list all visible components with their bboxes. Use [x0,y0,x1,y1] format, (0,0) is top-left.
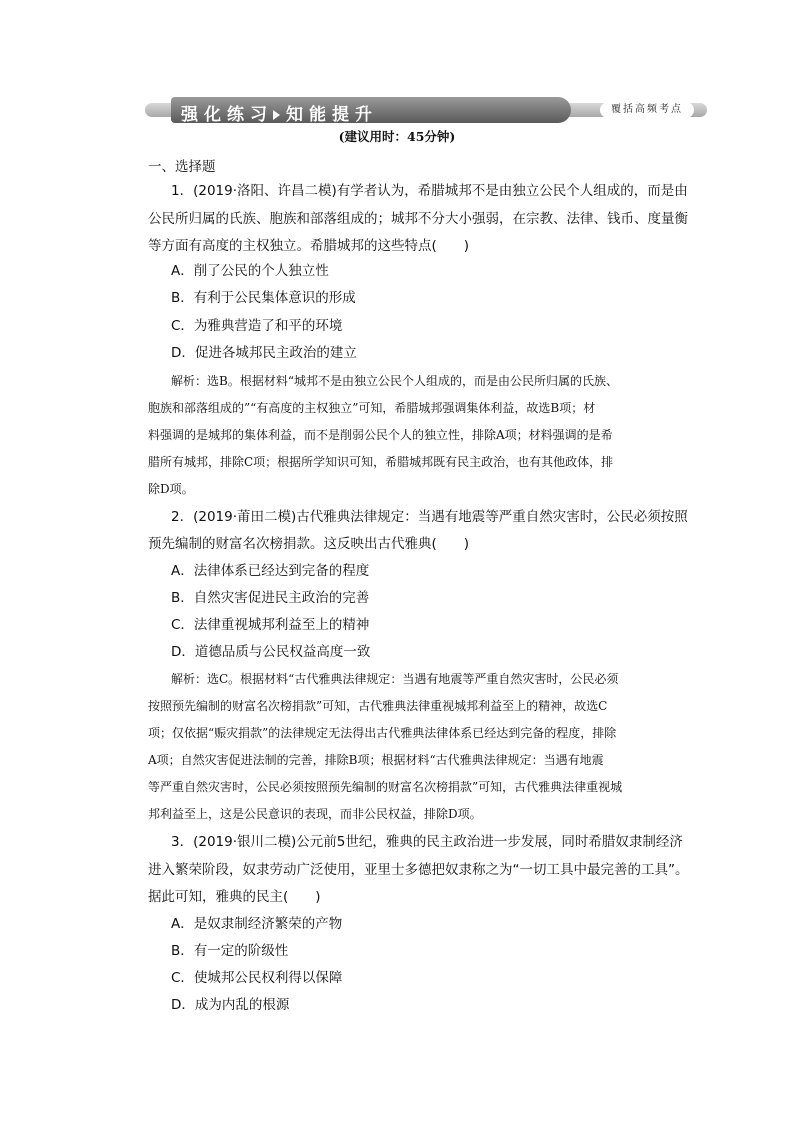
question-2-stem-line-1: 2．(2019·莆田二模)古代雅典法律规定：当遇有地震等严重自然灾害时，公民必须按照 [171,509,688,525]
question-2-analysis-line-2: 按照预先编制的财富名次榜捐款”可知，古代雅典法律重视城邦利益至上的精神，故选C [148,699,608,713]
question-2-analysis-line-6: 邦利益至上，这是公民意识的表现，而非公民权益，排除D项。 [148,807,482,821]
question-1-option-b: B．有利于公民集体意识的形成 [171,290,356,306]
question-1-analysis-line-5: 除D项。 [148,482,194,496]
question-2-option-c: C．法律重视城邦利益至上的精神 [171,617,370,633]
question-3-stem-line-2: 进入繁荣阶段，奴隶劳动广泛使用，亚里士多德把奴隶称之为“一切工具中最完善的工具”。 [148,862,689,878]
question-2-analysis-line-1: 解析：选C。根据材料“古代雅典法律规定：当遇有地震等严重自然灾害时，公民必须 [171,672,619,686]
section-banner [145,97,707,123]
question-1-option-a: A．削了公民的个人独立性 [171,263,329,279]
section-title: 一、选择题 [148,159,216,175]
question-1-analysis-line-2: 胞族和部落组成的”“有高度的主权独立”可知，希腊城邦强调集体利益，故选B项；材 [148,401,596,415]
question-3-stem-line-1: 3．(2019·银川二模)公元前5世纪，雅典的民主政治进一步发展，同时希腊奴隶制经济 [171,834,683,850]
question-2-stem-line-2: 预先编制的财富名次榜捐款。这反映出古代雅典( ) [148,536,470,552]
question-1-stem-line-2: 公民所归属的氏族、胞族和部落组成的；城邦不分大小强弱，在宗教、法律、钱币、度量衡 [148,211,688,227]
arrow-right-icon [273,110,280,120]
question-1-stem-line-3: 等方面有高度的主权独立。希腊城邦的这些特点( ) [148,238,470,254]
question-1-option-c: C．为雅典营造了和平的环境 [171,318,343,334]
question-2-analysis-line-5: 等严重自然灾害时，公民必须按照预先编制的财富名次榜捐款”可知，古代雅典法律重视城 [148,780,623,794]
question-1-analysis-line-1: 解析：选B。根据材料“城邦不是由独立公民个人组成的，而是由公民所归属的氏族、 [171,374,618,388]
question-2-option-d: D．道德品质与公民权益高度一致 [171,644,371,660]
question-3-option-a: A．是奴隶制经济繁荣的产物 [171,916,343,932]
question-1-option-d: D．促进各城邦民主政治的建立 [171,345,357,361]
question-1-analysis-line-3: 料强调的是城邦的集体利益，而不是削弱公民个人的独立性，排除A项；材料强调的是希 [148,428,613,442]
question-1-stem-line-1: 1．(2019·洛阳、许昌二模)有学者认为，希腊城邦不是由独立公民个人组成的，而是由 [171,183,688,199]
time-note: (建议用时：45分钟) [338,129,456,144]
question-2-option-b: B．自然灾害促进民主政治的完善 [171,590,370,606]
banner-title [181,100,378,125]
question-2-analysis-line-3: 项；仅依据“赈灾捐款”的法律规定无法得出古代雅典法律体系已经达到完备的程度，排除 [148,726,617,740]
question-3-stem-line-3: 据此可知，雅典的民主( ) [148,889,321,905]
question-2-analysis-line-4: A项；自然灾害促进法制的完善，排除B项；根据材料“古代雅典法律规定：当遇有地震 [148,753,604,767]
question-3-option-d: D．成为内乱的根源 [171,997,290,1013]
question-3-option-c: C．使城邦公民权利得以保障 [171,970,343,986]
banner-tag: 覆括高频考点 [600,102,694,118]
banner-title-text: 强化练习 [181,105,273,125]
banner-subtitle-text: 知能提升 [286,105,378,125]
question-1-analysis-line-4: 腊所有城邦，排除C项；根据所学知识可知，希腊城邦既有民主政治，也有其他政体，排 [148,455,614,469]
question-3-option-b: B．有一定的阶级性 [171,943,289,959]
question-2-option-a: A．法律体系已经达到完备的程度 [171,563,370,579]
